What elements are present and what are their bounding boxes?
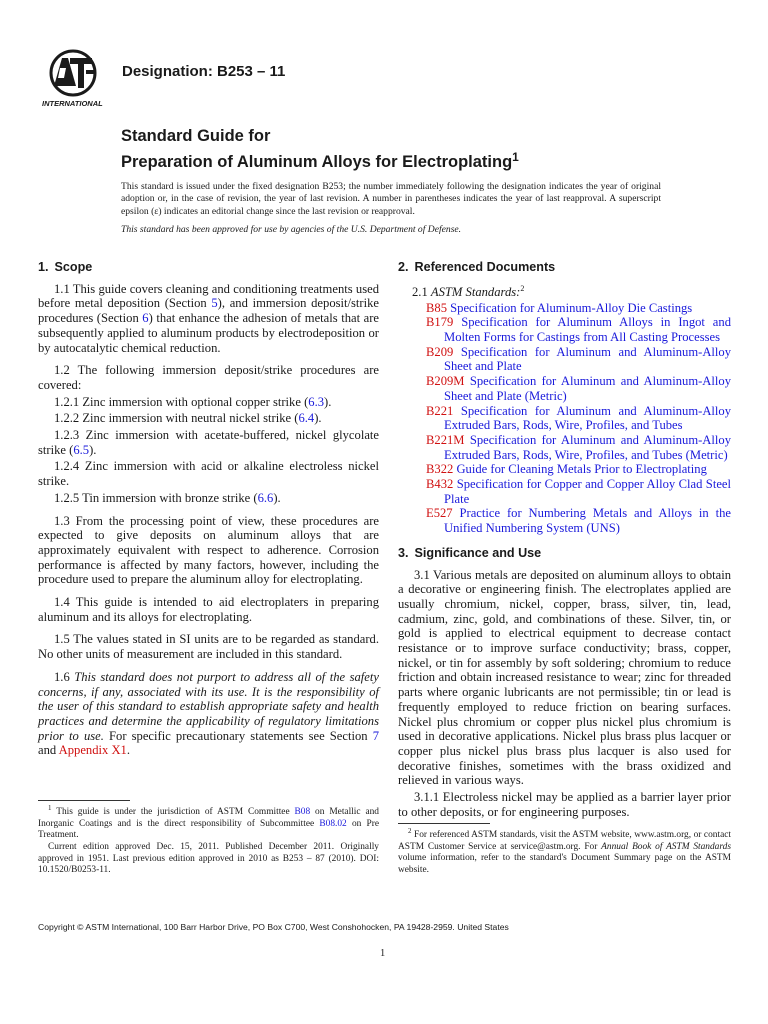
section-6-link[interactable]: 6	[142, 311, 149, 326]
referenced-heading: 2. Referenced Documents	[398, 260, 556, 274]
ref-item[interactable]: B209M Specification for Aluminum and Aluminum-Alloy Sheet and Plate (Metric)	[426, 374, 731, 403]
b08-link[interactable]: B08	[294, 807, 311, 818]
ref-item[interactable]: B432 Specification for Copper and Copper Alloy Clad Steel Plate	[426, 477, 731, 506]
astm-logo-icon	[40, 48, 112, 110]
ref-item[interactable]: E527 Practice for Numbering Metals and Alloys in the Unified Numbering System (UNS)	[426, 506, 731, 536]
title-line2	[121, 146, 681, 173]
footnote-rule-left	[38, 800, 130, 801]
title-line1: Standard Guide for	[121, 127, 271, 145]
footnote-rule-right	[398, 823, 490, 824]
appendix-x1-link[interactable]: Appendix X1	[58, 743, 127, 758]
astm-logo	[40, 48, 112, 110]
ref-item[interactable]: B179 Specification for Aluminum Alloys in Ingot and Molten Forms for Castings from All Casting Processes	[426, 315, 731, 344]
scope-item: 1.2.5 Tin immersion with bronze strike (6.6).	[54, 490, 281, 505]
ref-item[interactable]: B209 Specification for Aluminum and Aluminum-Alloy Sheet and Plate	[426, 344, 732, 374]
right-column	[398, 260, 731, 822]
title-footnote-mark: 1	[512, 150, 519, 164]
section-6-4-link[interactable]: 6.4	[298, 411, 315, 426]
scope-item: 1.2.3 Zinc immersion with acetate-buffered, nickel glycolate strike (6.5).	[38, 428, 379, 457]
copyright: Copyright © ASTM International, 100 Barr Harbor Drive, PO Box C700, West Conshohocken, PA 19428-2959. United States	[38, 922, 509, 932]
section-6-6-link[interactable]: 6.6	[257, 490, 274, 505]
astm-standards-label: 2.1 ASTM Standards:$^2$	[412, 283, 525, 299]
section-5-link[interactable]: 5	[211, 296, 218, 311]
significance-3-1: 3.1 Various metals are deposited on aluminum alloys to obtain a decorative or engineering finish. The electroplates applied are usually chromium, nickel, copper, brass, silver, tin, lead, cadmium, zinc, gold, and combinations of these. Silver, tin, or gold is applied to electrical equipment to decrease contact resistance or to improve surface conductivity; brass, copper, nickel, or tin for assembly by soft soldering; chromium to reduce friction and obtain increased resistance to wear; zinc for threaded parts where organic lubricants are not permissible; tin or lead is frequently employed to reduce friction on bearing surfaces. Nickel plus chromium or copper plus nickel plus chromium is used in decorative applications. Nickel plus brass plus lacquer or copper plus nickel plus brass plus lacquer is also used for decorative finishes, sometimes with the brass oxidized and relieved in various ways.	[398, 567, 731, 788]
scope-item: 1.2.2 Zinc immersion with neutral nickel strike (6.4).	[54, 411, 322, 426]
left-column	[38, 260, 379, 758]
title-block	[121, 126, 681, 173]
scope-1-3: 1.3 From the processing point of view, these procedures are expected to give deposits on aluminum alloys that are approximately equivalent with respect to adherence. Corrosion performance is affected by many factors, however, including the procedure used to prepare the aluminum alloy for electroplating.	[38, 513, 379, 587]
significance-3-1-1: 3.1.1 Electroless nickel may be applied as a barrier layer prior to other deposits, or for engineering purposes.	[398, 790, 731, 819]
significance-heading: 3. Significance and Use	[398, 545, 542, 560]
footnote-1: $^1$ This guide is under the jurisdiction of ASTM Committee B08 on Metallic and Inorganic Coatings and is the direct responsibility of Subcommittee B08.02 on Pre Treatment.	[38, 804, 379, 841]
scope-1-4: 1.4 This guide is intended to aid electroplaters in preparing aluminum and its alloys for electroplating.	[38, 595, 379, 624]
footnote-2: $^2$ For referenced ASTM standards, visit the ASTM website, www.astm.org, or contact ASTM Customer Service at service@astm.org. For Annual Book of ASTM Standards volume information, refer to the standard's Document Summary page on the ASTM website.	[398, 827, 731, 875]
section-6-3-link[interactable]: 6.3	[308, 394, 325, 409]
ref-item[interactable]: B322 Guide for Cleaning Metals Prior to Electroplating	[426, 462, 707, 477]
scope-item: 1.2.4 Zinc immersion with acid or alkaline electroless nickel strike.	[38, 459, 379, 489]
scope-item: 1.2.1 Zinc immersion with optional copper strike (6.3).	[54, 394, 332, 409]
section-6-5-link[interactable]: 6.5	[73, 442, 90, 457]
issued-notice: This standard is issued under the fixed designation B253; the number immediately following the designation indicates the year of original adoption or, in the case of revision, the year of last revision. A number in parentheses indicates the year of last reapproval. A superscript epsilon (ε) indicates an editorial change since the last revision or reapproval.	[121, 181, 661, 217]
scope-1-5: 1.5 The values stated in SI units are to be regarded as standard. No other units of measurement are included in this standard.	[38, 632, 379, 662]
approved-notice: This standard has been approved for use by agencies of the U.S. Department of Defense.	[121, 224, 462, 235]
page-number: 1	[380, 948, 386, 959]
ref-item[interactable]: B221M Specification for Aluminum and Aluminum-Alloy Extruded Bars, Rods, Wire, Profiles, and Tubes (Metric)	[426, 432, 731, 462]
designation: Designation: B253 – 11	[122, 63, 286, 80]
footnote-right	[398, 826, 731, 877]
scope-1-2: 1.2 The following immersion deposit/strike procedures are covered:	[38, 363, 379, 392]
scope-1-1: 1.1 This guide covers cleaning and conditioning treatments used before metal deposition (Section 5), and immersion deposit/strike procedures (Section 6) that enhance the adhesion of metals that are subsequently applied to aluminum products by electrodeposition or by autocatalytic chemical reduction.	[38, 281, 379, 355]
ref-item[interactable]: B85 Specification for Aluminum-Alloy Die Castings	[426, 300, 693, 315]
ref-item[interactable]: B221 Specification for Aluminum and Aluminum-Alloy Extruded Bars, Rods, Wire, Profiles, and Tubes	[426, 403, 732, 433]
scope-heading: 1. Scope	[38, 260, 93, 274]
scope-1-6: 1.6 This standard does not purport to address all of the safety concerns, if any, associated with its use. It is the responsibility of the user of this standard to establish appropriate safety and health practices and determine the applicability of regulatory limitations prior to use. For specific precautionary statements see Section 7 and Appendix X1.	[38, 669, 379, 758]
section-7-link[interactable]: 7	[372, 728, 379, 743]
logo-text: INTERNATIONAL	[42, 99, 103, 108]
b08-02-link[interactable]: B08.02	[319, 818, 347, 829]
footnote-left	[38, 803, 379, 877]
title-main: Preparation of Aluminum Alloys for Electroplating	[121, 153, 513, 171]
footnote-1-edition: Current edition approved Dec. 15, 2011. Published December 2011. Originally approved in 1951. Last previous edition approved in 2010 as B253 – 87 (2010). DOI: 10.1520/B0253-11.	[38, 841, 379, 876]
